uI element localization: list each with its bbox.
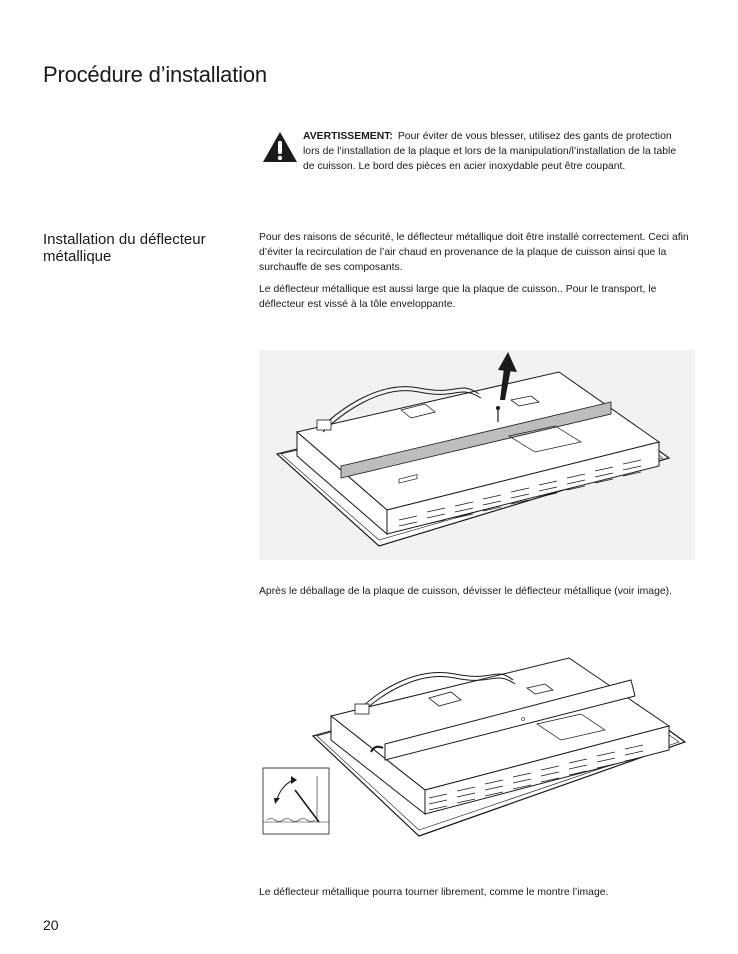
warning-label: AVERTISSEMENT: [303, 131, 393, 142]
warning-message: Pour éviter de vous blesser, utilisez des gants de protection lors de l’installation de la plaque et lors de la manipulation/l’installation de la table de cuisson. Le bord des pièces en acier inoxydable peut être coupant. [303, 131, 677, 172]
section-heading: Installation du déflecteur métallique [43, 231, 206, 265]
page-title: Procédure d’installation [43, 62, 267, 87]
warning-text-block [303, 129, 682, 174]
paragraph-safety: Pour des raisons de sécurité, le déflecteur métallique doit être installé correctement. Ceci afin d’éviter la recirculation de l’air chaud en provenance de la plaque de cuisson ainsi que la surchauffe de ses composants. [259, 232, 689, 273]
page-number: 20 [43, 917, 59, 933]
illustration-deflector-rotates [259, 640, 695, 840]
warning-triangle-icon [262, 131, 298, 163]
paragraph-transport: Le déflecteur métallique est aussi large que la plaque de cuisson.. Pour le transport, le déflecteur est vissé à la tôle enveloppante. [259, 284, 657, 310]
warning-box [262, 129, 682, 174]
paragraph-rotate: Le déflecteur métallique pourra tourner librement, comme le montre l’image. [259, 887, 609, 898]
paragraph-unscrew: Après le déballage de la plaque de cuisson, dévisser le déflecteur métallique (voir image). [259, 586, 672, 597]
illustration-unscrew-deflector [259, 350, 695, 560]
